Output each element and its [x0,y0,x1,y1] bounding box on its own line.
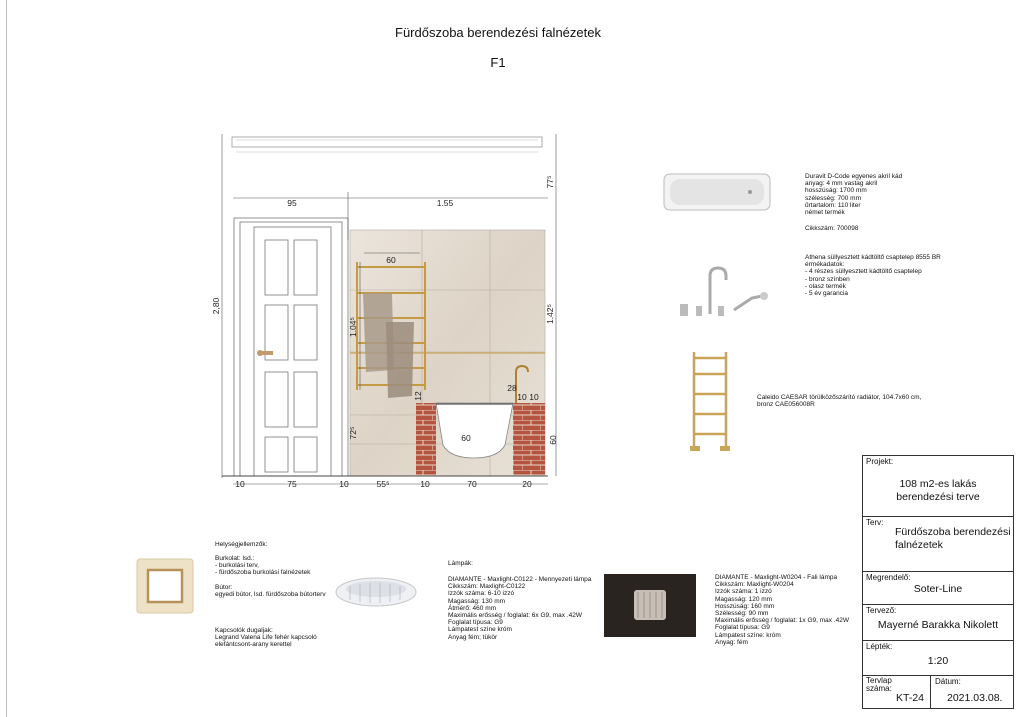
dim-28: 28 [507,383,517,393]
light-switch-image [136,558,194,614]
wall-lamp-description: DIAMANTE - Maxlight-W0204 - Fali lámpa Cikkszám: Maxlight-W0204 Izzók száma: 1 izzó Magasság: 120 mm Hosszúság: 160 mm Szélesség: 90 mm Maximális erősség / foglalat: 1x G9, max .42W Foglalat típusa: G9 Lámpatest színe: króm Anyag: fém [715,574,850,646]
date-value: 2021.03.08. [947,692,1003,704]
dim-280: 2,80 [211,297,221,315]
dim-bottom-70: 70 [467,479,477,489]
bathroom-elevation-drawing [205,128,575,498]
dim-bottom-20: 20 [522,479,532,489]
door [234,218,348,476]
client-value: Soter-Line [913,583,963,595]
dim-10a: 10 [517,392,527,402]
ceiling-molding [232,137,542,152]
dim-155: 1.55 [436,198,454,208]
dim-10b: 10 [529,392,539,402]
plan-label: Terv: [866,518,884,527]
dim-104: 1.04⁵ [348,316,358,338]
dim-77: 77⁵ [545,175,555,189]
designer-value: Mayerné Barakka Nikolett [877,619,999,631]
bathtub [436,403,513,458]
wall-lamp-image [604,574,696,637]
project-label: Projekt: [866,457,894,466]
dim-60-radiator: 60 [386,255,396,265]
radiator-description: Caleido CAESAR törülközőszárító radiátor, 104.7x60 cm, bronz CAE056008R [757,394,922,409]
scale-value: 1:20 [927,655,949,667]
dim-95: 95 [287,198,297,208]
brick-wall-left [416,403,436,476]
bathtub-product-image [662,170,772,215]
dim-72: 72⁵ [348,426,358,440]
title-block [862,455,1014,709]
designer-label: Tervező: [866,606,897,615]
brick-wall-right [513,403,545,476]
dim-bottom-10b: 10 [339,479,349,489]
date-label: Dátum: [935,677,961,686]
dim-60-tub: 60 [461,433,471,443]
room-props-title: Helységjellemzők: [215,541,268,548]
project-value: 108 m2-es lakás berendezési terve [896,478,980,503]
view-label: F1 [490,55,506,70]
radiator-product-image [688,350,732,454]
dim-142: 1.42⁵ [545,303,555,325]
dim-bottom-10c: 10 [420,479,430,489]
faucet-product-image [672,262,772,322]
ceiling-lamp-description: DIAMANTE - Maxlight-C0122 - Mennyezeti lámpa Cikkszám: Maxlight-C0122 Izzók száma: 6-10 izzó Magasság: 130 mm Átmérő: 460 mm Maximális erősség / foglalat: 6x G9, max .42W Foglalat típusa: G9 Lámpatest színe króm Anyag fém; tükör [448,576,592,641]
page-title: Fürdőszoba berendezési falnézetek [395,25,601,40]
room-props-furniture: Bútor: egyedi bútor, lsd. fürdőszoba bútorterv [215,584,326,599]
room-props-switches: Kapcsolók dugaljak: Legrand Valena Life fehér kapcsoló elefántcsont-arany kerettel [215,627,317,649]
dim-bottom-55: 55⁵ [376,479,390,489]
bathtub-code: Cikkszám: 700098 [805,225,859,232]
dim-bottom-10a: 10 [235,479,245,489]
room-props-tiling: Burkolat: lsd.: - burkolási terv, - fürdőszoba burkolási falnézetek [215,555,311,577]
plan-value: Fürdőszoba berendezési falnézetek [895,526,1011,551]
lamps-title: Lámpák: [448,560,473,567]
sheet-number-value: KT-24 [896,692,925,704]
bathtub-description: Duravit D-Code egyenes akril kád anyag: 4 mm vastag akril hosszúság: 1700 mm szélesség: 700 mm űrtartalom: 110 liter német termék [805,173,903,217]
sheet-border [6,0,7,717]
sheet-number-label: Tervlap száma: [866,676,892,693]
ceiling-lamp-image [334,572,418,612]
client-label: Megrendelő: [866,573,911,582]
scale-label: Lépték: [866,642,893,651]
dim-12: 12 [413,391,423,401]
dim-bottom-75: 75 [287,479,297,489]
dim-60-right: 60 [548,435,558,445]
faucet-description: Athena süllyesztett kádtöltő csaptelep 8555 BR érmékadatok: - 4 részes süllyesztett kádtöltő csaptelep - bronz színben - olasz termék - 5 év garancia [805,254,941,298]
